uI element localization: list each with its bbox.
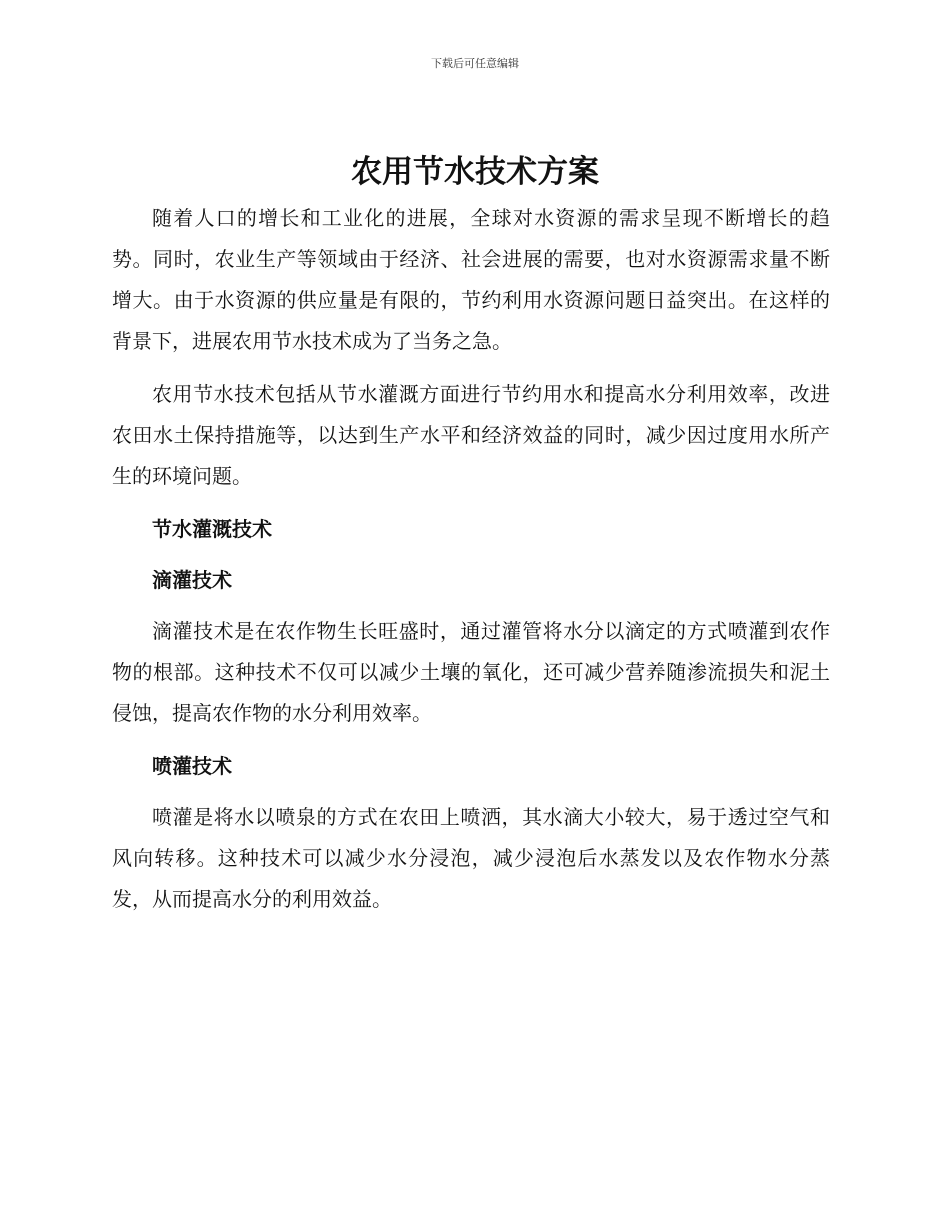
document-title: 农用节水技术方案 <box>351 154 599 190</box>
paragraph-intro: 随着人口的增长和工业化的进展，全球对水资源的需求呈现不断增长的趋势。同时，农业生产等领域由于经济、社会进展的需要，也对水资源需求量不断增大。由于水资源的供应量是有限的，节约利用水资源问题日益突出。在这样的背景下，进展农用节水技术成为了当务之急。 <box>112 206 830 353</box>
header-note: 下载后可任意编辑 <box>431 57 519 70</box>
document-body <box>112 198 830 932</box>
paragraph-drip: 滴灌技术是在农作物生长旺盛时，通过灌管将水分以滴定的方式喷灌到农作物的根部。这种技术不仅可以减少土壤的氧化，还可减少营养随渗流损失和泥土侵蚀，提高农作物的水分利用效率。 <box>112 619 830 725</box>
subheading-drip: 滴灌技术 <box>152 568 232 592</box>
section-heading-irrigation: 节水灌溉技术 <box>152 517 272 541</box>
paragraph-overview: 农用节水技术包括从节水灌溉方面进行节约用水和提高水分利用效率，改进农田水土保持措施等，以达到生产水平和经济效益的同时，减少因过度用水所产生的环境问题。 <box>112 382 830 488</box>
paragraph-sprinkler: 喷灌是将水以喷泉的方式在农田上喷洒，其水滴大小较大，易于透过空气和风向转移。这种技术可以减少水分浸泡，减少浸泡后水蒸发以及农作物水分蒸发，从而提高水分的利用效益。 <box>112 805 830 911</box>
subheading-sprinkler: 喷灌技术 <box>152 754 232 778</box>
